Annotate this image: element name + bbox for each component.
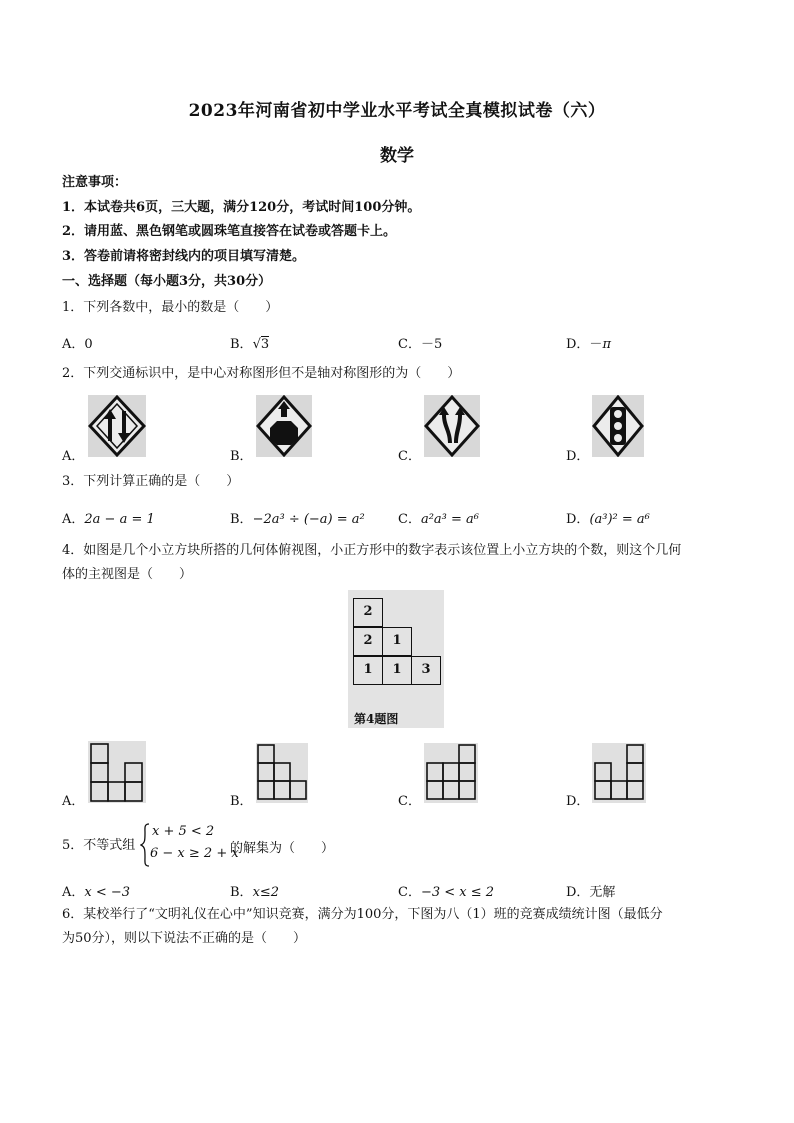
q4-stem-line-1: 4．如图是几个小立方块所搭的几何体俯视图，小正方形中的数字表示该位置上小立方块的个数，则这个几何 (62, 543, 682, 558)
q5-option-c-label: C． (398, 885, 421, 900)
q5-option-a-label: A． (62, 885, 85, 900)
q5-inequality-2: 6 − x ≥ 2 + x (150, 846, 239, 861)
q4-option-c: C． (398, 794, 421, 809)
subject-title: 数学 (380, 146, 414, 166)
q6-stem-line-2: 为50分），则以下说法不正确的是（ ） (62, 931, 307, 946)
grid-cell: 1 (353, 656, 383, 685)
q5-option-b-label: B． (230, 885, 253, 900)
q6-stem-line-1: 6．某校举行了“文明礼仪在心中”知识竞赛，满分为100分，下图为八（1）班的竞赛成绩统计图（最低分 (62, 907, 663, 922)
q3-option-b (230, 508, 365, 527)
q4-stem-line-2: 体的主视图是（ ） (62, 567, 193, 582)
q3-option-c (398, 508, 479, 527)
q1-option-c: C．－5 (398, 337, 443, 352)
section-heading: 一、选择题（每小题3分，共30分） (62, 274, 272, 289)
front-view-option-b (256, 743, 308, 803)
q1-option-b (230, 333, 269, 352)
q5-option-c (398, 881, 494, 900)
q3-option-a-expr: 2a − a = 1 (84, 512, 155, 527)
q3-option-b-label: B． (230, 512, 253, 527)
notice-item-3: 3．答卷前请将密封线内的项目填写清楚。 (62, 249, 306, 264)
q1-option-b-value: 3 (260, 337, 270, 352)
two-way-traffic-sign-icon (88, 395, 146, 457)
q2-option-a: A． (62, 449, 85, 464)
q1-option-b-label: B． (230, 337, 253, 352)
notice-heading: 注意事项： (62, 175, 128, 190)
q5-stem-prefix: 5．不等式组 (62, 838, 136, 853)
q5-option-b-expr: x≤2 (252, 885, 280, 900)
notice-item-2: 2．请用蓝、黑色钢笔或圆珠笔直接答在试卷或答题卡上。 (62, 224, 397, 239)
grid-cell: 3 (411, 656, 441, 685)
notice-item-1: 1．本试卷共6页，三大题，满分120分，考试时间100分钟。 (62, 200, 421, 215)
q5-stem-suffix: 的解集为（ ） (230, 841, 335, 856)
q5-option-a (62, 881, 130, 900)
q3-option-d-label: D． (566, 512, 590, 527)
traffic-light-sign-icon (592, 395, 644, 457)
figure-caption: 第4题图 (354, 712, 399, 726)
q5-option-d: D．无解 (566, 885, 616, 900)
grid-cell: 2 (353, 598, 383, 627)
q5-option-c-expr: −3 < x ≤ 2 (420, 885, 495, 900)
q2-stem: 2．下列交通标识中，是中心对称图形但不是轴对称图形的为（ ） (62, 366, 461, 381)
front-view-option-d (592, 743, 646, 803)
q3-option-a (62, 508, 155, 527)
stop-ahead-sign-icon (256, 395, 312, 457)
q4-option-a: A． (62, 794, 85, 809)
q1-stem: 1．下列各数中，最小的数是（ ） (62, 300, 279, 315)
q2-option-c: C． (398, 449, 421, 464)
q1-option-d-value: π (602, 337, 611, 352)
q5-option-b (230, 881, 279, 900)
front-view-option-a (88, 741, 146, 803)
q2-option-b: B． (230, 449, 253, 464)
q4-option-d: D． (566, 794, 590, 809)
q1-option-a: A．0 (62, 337, 93, 352)
q3-option-d (566, 508, 650, 527)
divided-road-sign-icon (424, 395, 480, 457)
q3-option-d-expr: (a³)² = a⁶ (589, 512, 650, 527)
q5-inequality-1: x + 5 < 2 (152, 824, 215, 839)
q3-option-a-label: A． (62, 512, 85, 527)
q4-option-b: B． (230, 794, 253, 809)
sqrt-symbol: √ (252, 337, 261, 352)
grid-cell: 2 (353, 627, 383, 656)
front-view-option-c (424, 743, 478, 803)
q5-option-a-expr: x < −3 (84, 885, 131, 900)
top-view-figure (348, 590, 444, 728)
q1-option-d-label: D．－ (566, 337, 603, 352)
q3-stem: 3．下列计算正确的是（ ） (62, 474, 240, 489)
grid-cell: 1 (382, 627, 412, 656)
grid-cell: 1 (382, 656, 412, 685)
q3-option-c-expr: a²a³ = a⁶ (420, 512, 479, 527)
brace-icon (140, 823, 150, 867)
q3-option-c-label: C． (398, 512, 421, 527)
page-title: 2023年河南省初中学业水平考试全真模拟试卷（六） (188, 101, 606, 121)
q2-option-d: D． (566, 449, 590, 464)
q3-option-b-expr: −2a³ ÷ (−a) = a² (252, 512, 365, 527)
q1-option-d (566, 333, 611, 352)
